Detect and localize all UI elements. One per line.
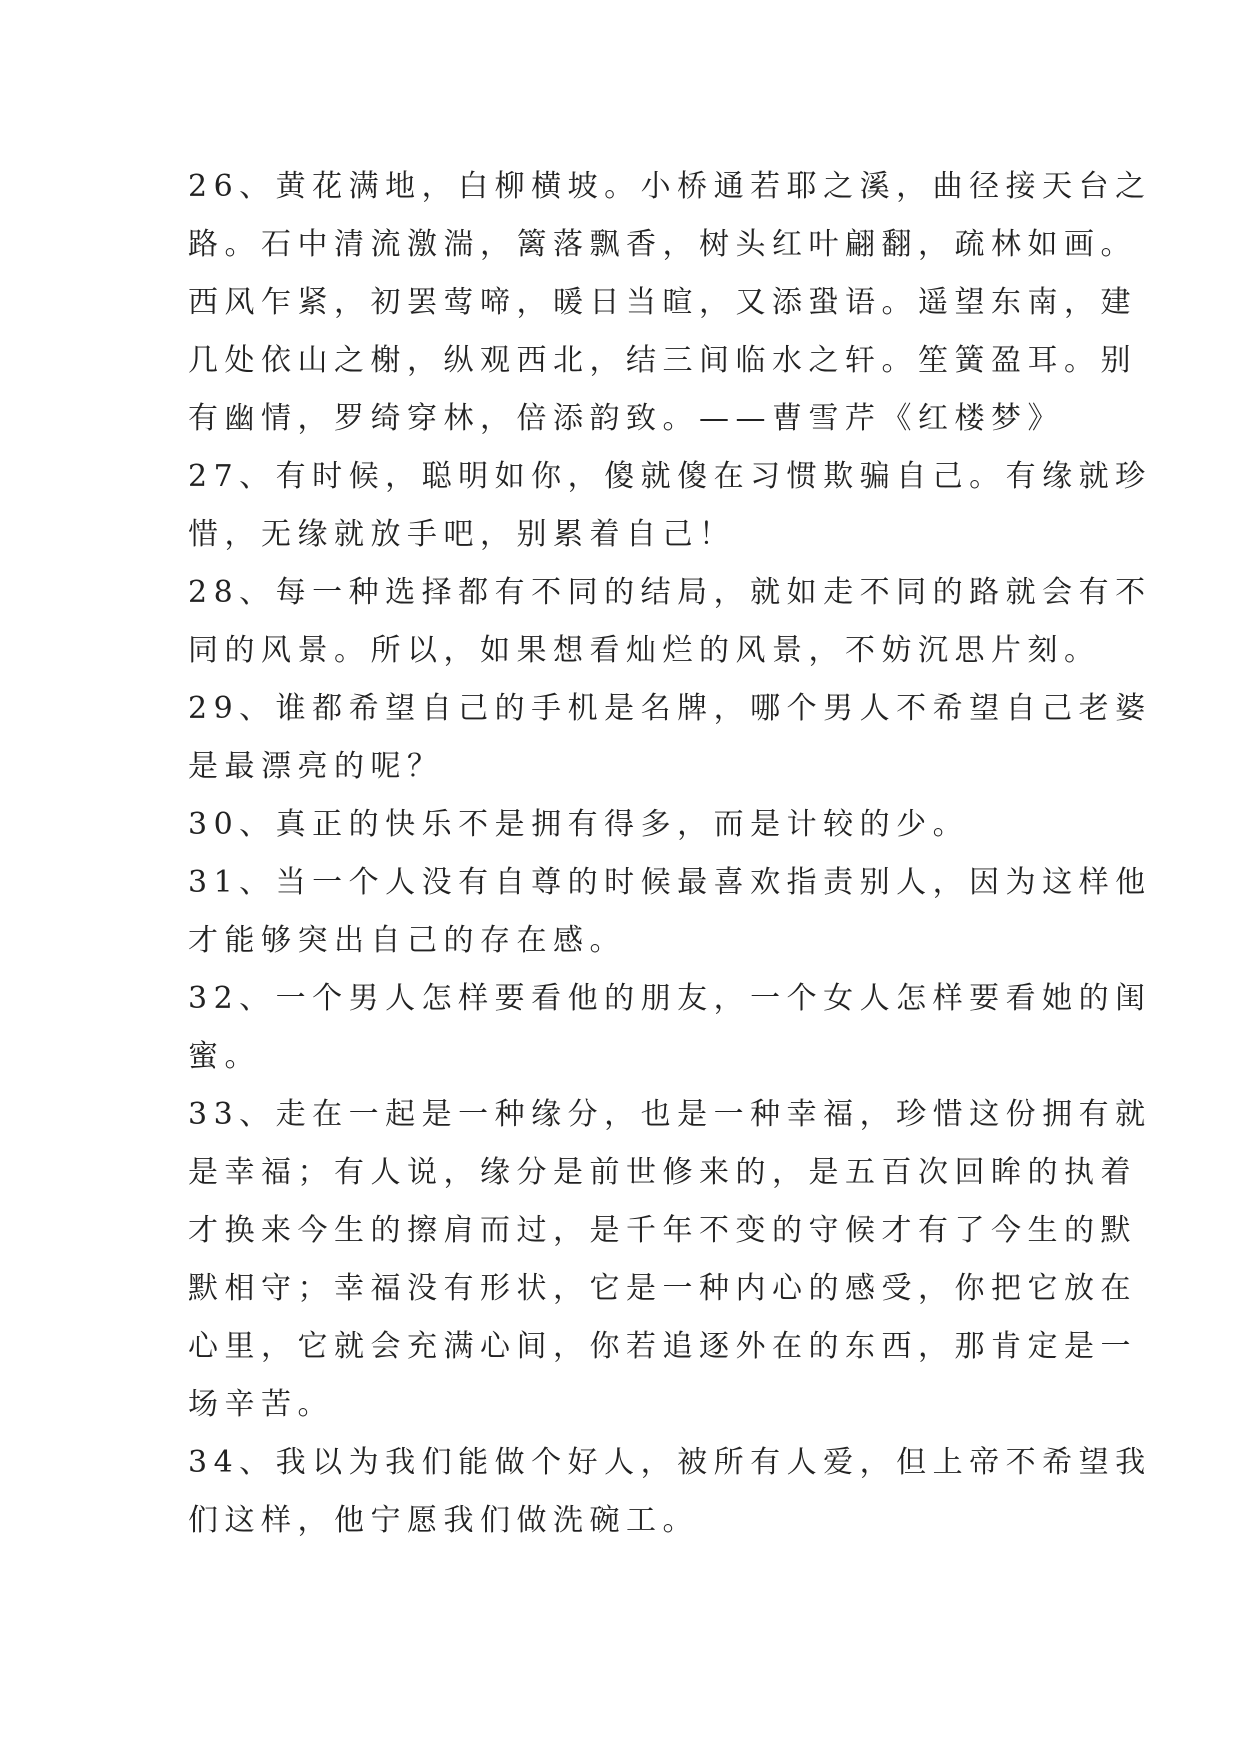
text-line: 是最漂亮的呢？	[188, 749, 444, 784]
text-line: 同的风景。所以，如果想看灿烂的风景，不妨沉思片刻。	[188, 633, 1101, 668]
text-line: 惜，无缘就放手吧，别累着自己！	[188, 517, 736, 552]
text-line: 们这样，他宁愿我们做洗碗工。	[188, 1503, 699, 1538]
text-line: 27、有时候，聪明如你，傻就傻在习惯欺骗自己。有缘就珍	[188, 459, 1152, 494]
text-line: 路。石中清流激湍，篱落飘香，树头红叶翩翻，疏林如画。	[188, 227, 1137, 262]
text-line: 34、我以为我们能做个好人，被所有人爱，但上帝不希望我	[188, 1445, 1152, 1480]
text-line: 默相守；幸福没有形状，它是一种内心的感受，你把它放在	[188, 1271, 1137, 1306]
text-line: 30、真正的快乐不是拥有得多，而是计较的少。	[188, 807, 970, 842]
text-line: 26、黄花满地，白柳横坡。小桥通若耶之溪，曲径接天台之	[188, 169, 1152, 204]
text-line: 是幸福；有人说，缘分是前世修来的，是五百次回眸的执着	[188, 1155, 1137, 1190]
text-line: 29、谁都希望自己的手机是名牌，哪个男人不希望自己老婆	[188, 691, 1152, 726]
text-line: 蜜。	[188, 1039, 261, 1074]
text-line: 有幽情，罗绮穿林，倍添韵致。——曹雪芹《红楼梦》	[188, 401, 1064, 436]
text-line: 28、每一种选择都有不同的结局，就如走不同的路就会有不	[188, 575, 1152, 610]
document-body	[188, 158, 1152, 1550]
text-line: 33、走在一起是一种缘分，也是一种幸福，珍惜这份拥有就	[188, 1097, 1152, 1132]
text-line: 才换来今生的擦肩而过，是千年不变的守候才有了今生的默	[188, 1213, 1137, 1248]
text-line: 几处依山之榭，纵观西北，结三间临水之轩。笙簧盈耳。别	[188, 343, 1137, 378]
text-line: 才能够突出自己的存在感。	[188, 923, 626, 958]
text-line: 场辛苦。	[188, 1387, 334, 1422]
text-line: 32、一个男人怎样要看他的朋友，一个女人怎样要看她的闺	[188, 981, 1152, 1016]
text-line: 心里，它就会充满心间，你若追逐外在的东西，那肯定是一	[188, 1329, 1137, 1364]
text-line: 31、当一个人没有自尊的时候最喜欢指责别人，因为这样他	[188, 865, 1152, 900]
text-line: 西风乍紧，初罢莺啼，暖日当暄，又添蛩语。遥望东南，建	[188, 285, 1137, 320]
